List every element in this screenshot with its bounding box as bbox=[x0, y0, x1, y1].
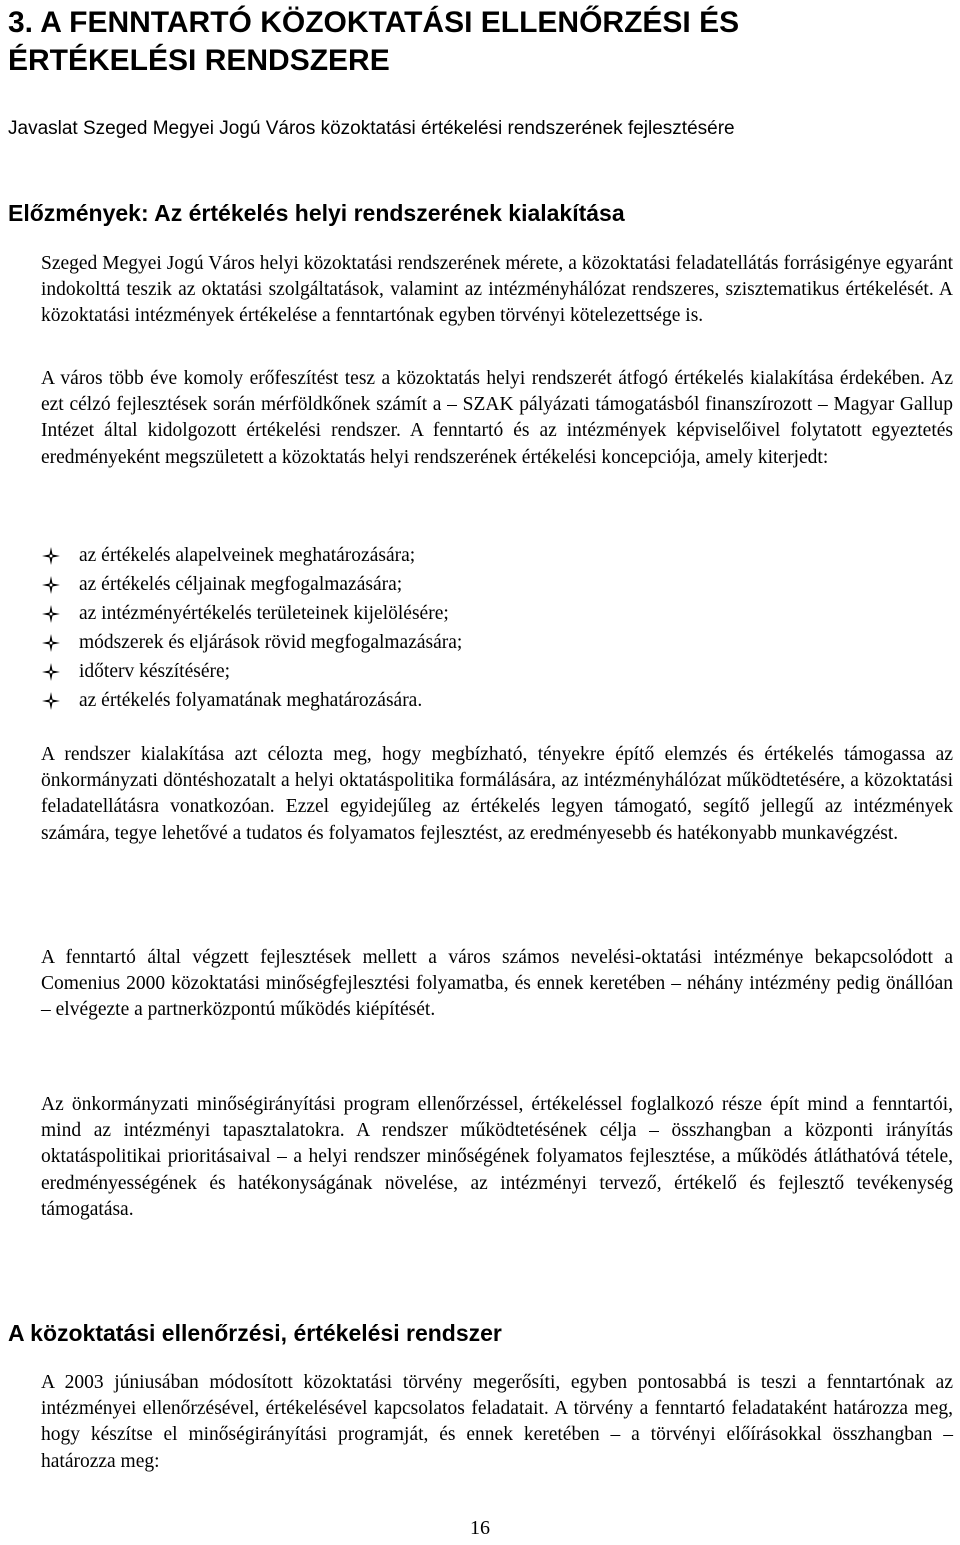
list-item bbox=[41, 570, 953, 599]
chapter-title bbox=[8, 4, 948, 80]
diamond-bullet-icon bbox=[41, 546, 61, 566]
document-subtitle: Javaslat Szeged Megyei Jogú Város közoktatási értékelési rendszerének fejlesztésére bbox=[8, 118, 735, 139]
page-number: 16 bbox=[470, 1517, 490, 1539]
section-heading-evaluation-system: A közoktatási ellenőrzési, értékelési rendszer bbox=[8, 1320, 502, 1346]
paragraph-size-and-obligation: Szeged Megyei Jogú Város helyi közoktatási rendszerének mérete, a közoktatási feladatellátás forrásigénye egyaránt indokolttá teszik az oktatási szolgáltatások, valamint az intézményhálózat rendszeres, szisztematikus értékelését. A közoktatási intézmények értékelése a fenntartónak egyben törvényi kötelezettsége is. bbox=[41, 253, 953, 327]
list-item bbox=[41, 686, 953, 715]
list-item bbox=[41, 599, 953, 628]
list-item bbox=[41, 657, 953, 686]
paragraph-development-efforts: A város több éve komoly erőfeszítést tesz a közoktatás helyi rendszerét átfogó értékelés kialakítása érdekében. Az ezt célzó fejlesztések során mérföldkőnek számít a – SZAK pályázati támogatásból finanszírozott – Magyar Gallup Intézet által kidolgozott értékelési rendszer. A fenntartó és az intézmények képviselőivel folytatott egyeztetés eredményeként megszületett a közoktatás helyi rendszerének értékelési koncepciója, amely kiterjedt: bbox=[41, 368, 953, 468]
paragraph-comenius: A fenntartó által végzett fejlesztések mellett a város számos nevelési-oktatási intézménye bekapcsolódott a Comenius 2000 közoktatási minőségfejlesztési folyamatba, és ennek keretében – néhány intézmény pedig önállóan – elvégezte a partnerközpontú működés kiépítését. bbox=[41, 947, 953, 1021]
list-item-text: időterv készítésére; bbox=[79, 661, 231, 682]
list-item-text: az értékelés céljainak megfogalmazására; bbox=[79, 574, 403, 595]
list-item-text: az értékelés folyamatának meghatározására. bbox=[79, 690, 423, 711]
section-heading-history: Előzmények: Az értékelés helyi rendszerének kialakítása bbox=[8, 200, 625, 226]
paragraph-quality-program: Az önkormányzati minőségirányítási program ellenőrzéssel, értékeléssel foglalkozó része épít mind a fenntartói, mind az intézményi tapasztalatokra. A rendszer működtetésének célja – összhangban a központi irányítás oktatáspolitikai prioritásaival – a helyi rendszer minőségének folyamatos fejlesztése, a működés átláthatóvá tétele, eredményességének és hatékonyságának növelése, az intézményi tervező, értékelő és fejlesztő tevékenység támogatása. bbox=[41, 1094, 953, 1220]
paragraph-law-2003: A 2003 júniusában módosított közoktatási törvény megerősíti, egyben pontosabbá is teszi a fenntartónak az intézményei ellenőrzésével, értékelésével kapcsolatos feladatait. A törvény a fenntartó feladataként határozza meg, hogy készítse el minőségirányítási programját, és ennek keretében – a törvényi előírásokkal összhangban – határozza meg: bbox=[41, 1372, 953, 1472]
list-item bbox=[41, 628, 953, 657]
list-item-text: az értékelés alapelveinek meghatározására; bbox=[79, 545, 416, 566]
diamond-bullet-icon bbox=[41, 691, 61, 711]
paragraph-system-goals: A rendszer kialakítása azt célozta meg, hogy megbízható, tényekre építő elemzés és értékelés támogassa az önkormányzati döntéshozatalt a helyi oktatáspolitika formálására, az intézményhálózat működtetésére, a közoktatási feladatellátásra vonatkozóan. Ezzel egyidejűleg az értékelés legyen támogató, segítő jellegű az intézmények számára, tegye lehetővé a tudatos és folyamatos fejlesztést, az eredményesebb és hatékonyabb munkavégzést. bbox=[41, 744, 953, 844]
list-item-text: módszerek és eljárások rövid megfogalmazására; bbox=[79, 632, 463, 653]
diamond-bullet-icon bbox=[41, 604, 61, 624]
diamond-bullet-icon bbox=[41, 633, 61, 653]
diamond-bullet-icon bbox=[41, 662, 61, 682]
list-item bbox=[41, 541, 953, 570]
list-item-text: az intézményértékelés területeinek kijelölésére; bbox=[79, 603, 449, 624]
chapter-title-line-1: 3. A FENNTARTÓ KÖZOKTATÁSI ELLENŐRZÉSI ÉS bbox=[8, 6, 740, 39]
concept-scope-list bbox=[41, 541, 953, 715]
chapter-title-line-2: ÉRTÉKELÉSI RENDSZERE bbox=[8, 44, 390, 77]
diamond-bullet-icon bbox=[41, 575, 61, 595]
